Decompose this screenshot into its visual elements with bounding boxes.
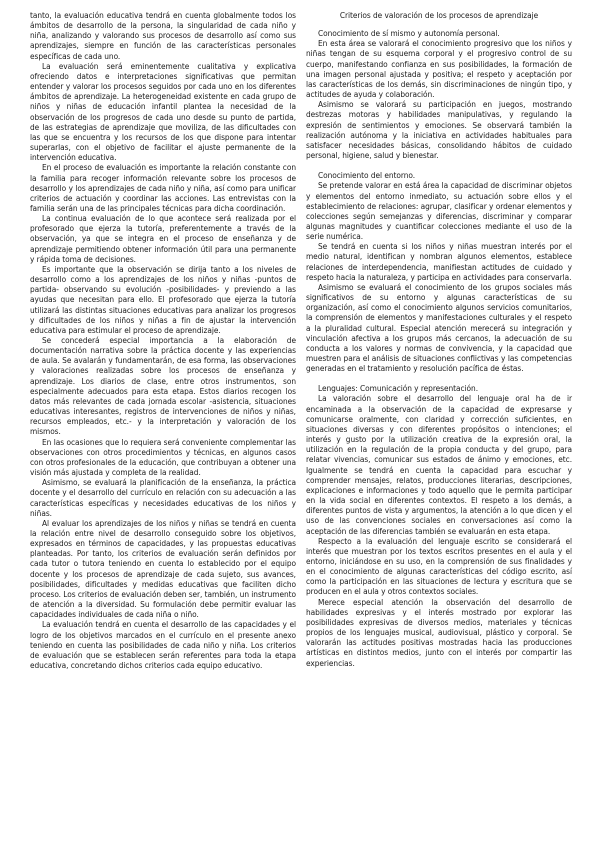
paragraph: Se concederá especial importancia a la elaboración de documentación narrativa sobre la práctica docente y las experiencias de aula. Se avalarán y fundamentarán, de esa forma, las observaciones y valoraciones realizadas sobre los procesos de enseñanza y aprendizaje. Los diarios de clase, entre otros instrumentos, son especialmente adecuados para esta etapa. Estos diarios recogen los datos más relevantes de cada jornada escolar -asistencia, situaciones educativas interesantes, registros de intervenciones de niños y niñas, recursos empleados, etc.- y la interpretación y valoración de los mismos. (30, 335, 296, 437)
paragraph: En esta área se valorará el conocimiento progresivo que los niños y niñas tengan de su esquema corporal y el progresivo control de su cuerpo, manifestando confianza en sus posibilidades, la formación de una imagen personal ajustada y positiva; el respeto y aceptación por las características de los demás, sin discriminaciones de ningún tipo, y actitudes de ayuda y colaboración. (306, 38, 572, 100)
paragraph: En las ocasiones que lo requiera será conveniente complementar las observaciones con otros procedimientos y técnicas, en algunos casos con otros profesionales de la educación, que contribuyan a obtener una visión más ajustada y completa de la realidad. (30, 436, 296, 478)
paragraph: La evaluación será eminentemente cualitativa y explicativa ofreciendo datos e interpretaciones significativas que permitan entender y valorar los procesos seguidos por cada uno en los diferentes ámbitos de aprendizaje. La heterogeneidad existente en cada grupo de niños y niñas de educación infantil plantea la necesidad de la observación de los progresos de cada uno desde su punto de partida, de las estrategias de aprendizaje que moviliza, de las dificultades con las que se encuentra y los recursos de los que dispone para intentar superarlas, con el objetivo de facilitar el ajuste permanente de la intervención educativa. (30, 60, 296, 163)
paragraph: La valoración sobre el desarrollo del lenguaje oral ha de ir encaminada a la observación de la capacidad de expresarse y comunicarse oralmente, con claridad y corrección suficientes, en situaciones diversas y con diferentes propósitos o intenciones; el interés y gusto por la utilización creativa de la expresión oral, la utilización en la regulación de la propia conducta y del grupo, para relatar vivencias, comunicar sus estados de ánimo y emociones, etc. Igualmente se tendrá en cuenta la capacidad para escuchar y comprender mensajes, relatos, producciones literarias, descripciones, explicaciones e informaciones y todo aquello que le permita participar en la vida social en diferentes contextos. El respeto a los demás, a diferentes puntos de vista y argumentos, la atención a lo que dicen y el uso de las convenciones sociales en conversaciones así como la aceptación de las diferencias también se evaluarán en esta etapa. (306, 393, 572, 536)
paragraph: Asimismo se valorará su participación en juegos, mostrando destrezas motoras y habilidades manipulativas, y regulando la expresión de sentimientos y emociones. Se observará también la realización autónoma y la iniciativa en actividades habituales para satisfacer necesidades básicas, consolidando hábitos de cuidado personal, higiene, salud y bienestar. (306, 99, 572, 161)
paragraph: En el proceso de evaluación es importante la relación constante con la familia para recoger información relevante sobre los procesos de desarrollo y los aprendizajes de cada niño y niña, así como para unificar criterios de actuación y coordinar las acciones. Las entrevistas con la familia serán una de las principales técnicas para dicha coordinación. (30, 162, 296, 213)
right-column (306, 10, 572, 668)
spacer (306, 160, 572, 170)
paragraph: Respecto a la evaluación del lenguaje escrito se considerará el interés que muestran por los textos escritos presentes en el aula y el entorno, iniciándose en su uso, en la comprensión de sus finalidades y en el conocimiento de algunas características del código escrito, así como la participación en las situaciones de lectura y escritura que se producen en el aula y otros contextos sociales. (306, 535, 572, 597)
paragraph: Al evaluar los aprendizajes de los niños y niñas se tendrá en cuenta la relación entre nivel de desarrollo conseguido sobre los objetivos, expresados en términos de capacidades, y las propuestas educativas planteadas. Por tanto, los criterios de evaluación serán definidos por cada tutor o tutora teniendo en cuenta lo establecido por el equipo docente y los procesos de aprendizaje de cada sujeto, sus avances, posibilidades, dificultades y medidas educativas que faciliten dicho proceso. Los criterios de evaluación deben ser, también, un instrumento de atención a la diversidad. Su formulación debe permitir evaluar las capacidades individuales de cada niña o niño. (30, 517, 296, 620)
paragraph: Asimismo se evaluará el conocimiento de los grupos sociales más significativos de su entorno y algunas características de su organización, así como el conocimiento algunos servicios comunitarios, la comprensión de elementos y manifestaciones culturales y el respeto a la pluralidad cultural. Especial atención merecerá su integración y vinculación afectiva a los grupos más cercanos, la adecuación de su conducta a los valores y normas de convivencia, y la capacidad que muestren para el análisis de situaciones conflictivas y las competencias generadas en el tratamiento y resolución pacífica de éstas. (306, 281, 572, 374)
paragraph: La continua evaluación de lo que acontece será realizada por el profesorado que ejerza la tutoría, preferentemente a través de la observación, ya que se integra en el proceso de enseñanza y de aprendizaje permitiendo obtener información útil para una permanente y rápida toma de decisiones. (30, 213, 296, 264)
section-title: Criterios de valoración de los procesos de aprendizaje (339, 10, 539, 20)
paragraph: Se tendrá en cuenta si los niños y niñas muestran interés por el medio natural, identifican y nombran algunos elementos, establece relaciones de interdependencia, manifiestan actitudes de cuidado y respeto hacia la naturaleza, y participa en actividades para conservarla. (306, 241, 572, 282)
paragraph: tanto, la evaluación educativa tendrá en cuenta globalmente todos los ámbitos de desarrollo de la persona, la singularidad de cada niño y niña, analizando y valorando sus procesos de desarrollo así como sus aprendizajes, siempre en función de las características personales específicas de cada uno. (30, 10, 296, 61)
paragraph: Se pretende valorar en está área la capacidad de discriminar objetos y elementos del entorno inmediato, su actuación sobre ellos y el establecimiento de relaciones: agrupar, clasificar y ordenar elementos y colecciones según semejanzas y diferencias, discriminar y comparar algunas magnitudes y cuantificar colecciones mediante el uso de la serie numérica. (306, 180, 572, 242)
spacer (306, 373, 572, 383)
subsection-heading: Conocimiento del entorno. (318, 170, 416, 181)
paragraph: Merece especial atención la observación del desarrollo de habilidades expresivas y el interés mostrado por explorar las posibilidades expresivas de diversos medios, materiales y técnicas propios de los lenguajes musical, audiovisual, plástico y corporal. Se valorarán las actitudes positivas mostradas hacia las producciones artísticas en distintos medios, junto con el interés por compartir las experiencias. (306, 596, 572, 668)
subsection-heading: Lenguajes: Comunicación y representación. (318, 383, 479, 394)
paragraph: La evaluación tendrá en cuenta el desarrollo de las capacidades y el logro de los objetivos marcados en el currículo en el presente anexo teniendo en cuenta las posibilidades de cada niño y niña. Los criterios de evaluación que se establecen serán referentes para toda la etapa educativa, concretando dichos criterios cada equipo educativo. (30, 619, 296, 670)
subsection-heading: Conocimiento de sí mismo y autonomía personal. (318, 28, 500, 39)
paragraph: Es importante que la observación se dirija tanto a los niveles de desarrollo como a los aprendizajes de los niños y niñas -puntos de partida- observando su evolución -posibilidades- y previendo a las ayudas que necesitan para ello. El profesorado que ejerza la tutoría utilizará las distintas situaciones educativas para analizar los progresos y dificultades de los niños y niñas a fin de ajustar la intervención educativa para estimular el proceso de aprendizaje. (30, 263, 296, 335)
left-column (30, 10, 296, 670)
paragraph: Asimismo, se evaluará la planificación de la enseñanza, la práctica docente y el desarrollo del currículo en relación con su adecuación a las características específicas y necesidades educativas de los niños y niñas. (30, 477, 296, 518)
